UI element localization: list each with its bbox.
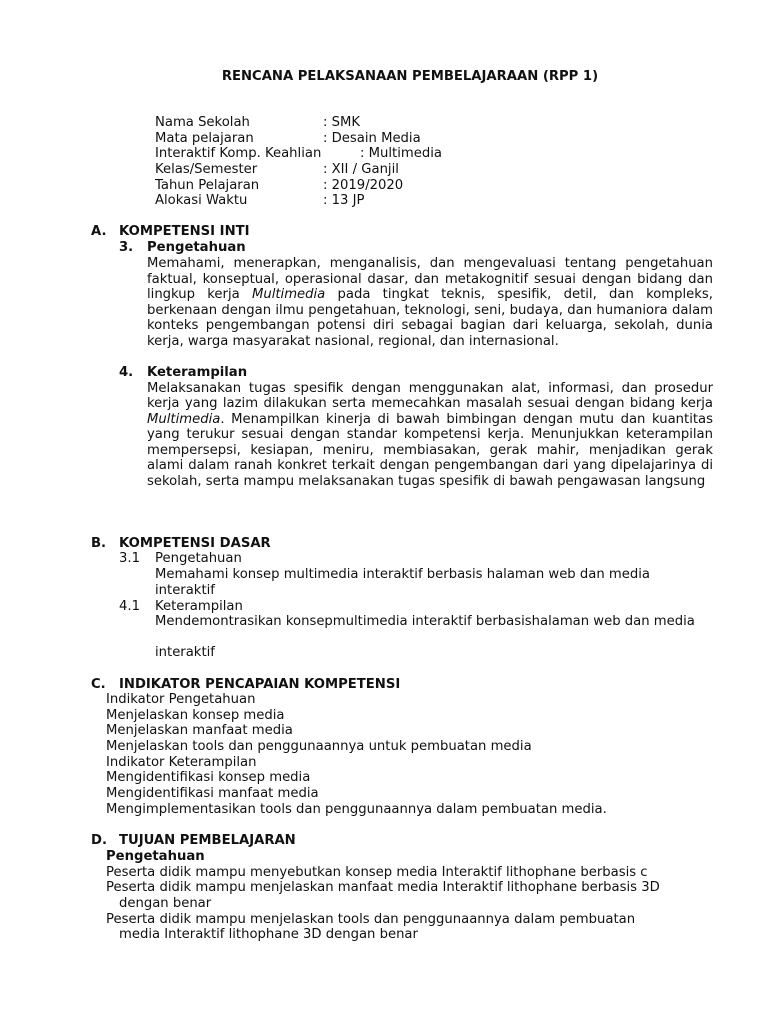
identity-label: Alokasi Waktu — [155, 193, 248, 208]
indicator-line: Menjelaskan konsep media — [106, 707, 285, 723]
identity-value: : 13 JP — [323, 193, 365, 208]
pengetahuan-text-1: Memahami, menerapkan, menganalisis, dan mengevaluasi tentang pengetahuan faktual, konseptual, operasional dasar, dan metakognitif sesuai dengan bidang dan lingkup kerja — [147, 256, 713, 303]
identity-value: : SMK — [323, 115, 361, 130]
kd2-text: Mendemontrasikan konsepmultimedia interaktif berbasishalaman web dan media — [155, 614, 695, 629]
kd2-title: Keterampilan — [155, 598, 243, 614]
keterampilan-text-2: . Menampilkan kinerja di bawah bimbingan dengan mutu dan kuantitas yang terukur sesuai dengan standar kompetensi kerja. Menunjukkan keterampilan mempersepsi, kesiapan, meniru, membiasakan, gerak mahir, menjadikan gerak alami dalam ranah konkret terkait dengan pengembangan dari yang dipelajarinya di sekolah, serta mampu melaksanakan tugas spesifik di bawah pengawasan langsung — [147, 411, 713, 490]
section-a-pengetahuan-title: Pengetahuan — [147, 240, 246, 255]
objective-line-continuation: media Interaktif lithophane 3D dengan benar — [119, 927, 418, 942]
section-a-pengetahuan-num: 3. — [119, 240, 134, 255]
pengetahuan-text-2: pada tingkat teknis, spesifik, detil, dan kompleks, berkenaan dengan ilmu pengetahuan, teknologi, seni, budaya, dan humaniora dalam konteks pengembangan potensi diri sebagai bagian dari keluarga, sekolah, dunia kerja, warga masyarakat nasional, regional, dan internasional. — [147, 287, 713, 349]
identity-label: Interaktif Komp. Keahlian — [155, 146, 322, 161]
section-b-heading: KOMPETENSI DASAR — [119, 535, 271, 551]
identity-value: : XII / Ganjil — [323, 162, 399, 177]
pengetahuan-emphasis: Multimedia — [251, 287, 326, 303]
section-a-keterampilan-title: Keterampilan — [147, 365, 248, 380]
objective-line: Peserta didik mampu menjelaskan tools dan penggunaannya dalam pembuatan — [106, 911, 636, 927]
kd2-number: 4.1 — [119, 598, 140, 614]
identity-label: Tahun Pelajaran — [155, 177, 260, 193]
pengetahuan-paragraph — [147, 256, 713, 350]
identity-value: : 2019/2020 — [323, 177, 404, 193]
indicator-line: Menjelaskan manfaat media — [106, 723, 293, 738]
indicator-line: Indikator Keterampilan — [106, 754, 257, 770]
section-d-subheading: Pengetahuan — [106, 848, 205, 864]
page-title: RENCANA PELAKSANAAN PEMBELAJARAAN (RPP 1) — [221, 69, 599, 84]
section-a-keterampilan-num: 4. — [119, 365, 134, 380]
keterampilan-emphasis: Multimedia — [147, 411, 221, 427]
kd1-title: Pengetahuan — [155, 551, 242, 566]
indicator-line: Indikator Pengetahuan — [106, 692, 256, 707]
indicator-line: Mengidentifikasi manfaat media — [106, 786, 319, 801]
indicator-line: Menjelaskan tools dan penggunaannya untuk pembuatan media — [106, 739, 532, 754]
objective-line-continuation: dengan benar — [119, 895, 212, 911]
kd2-text-continuation: interaktif — [155, 645, 215, 660]
identity-label: Nama Sekolah — [155, 115, 250, 130]
identity-value: : Multimedia — [360, 146, 442, 161]
kd1-number: 3.1 — [119, 551, 140, 566]
section-d-letter: D. — [91, 833, 107, 848]
keterampilan-paragraph — [147, 381, 713, 490]
objective-line: Peserta didik mampu menyebutkan konsep media Interaktif lithophane berbasis c — [106, 864, 648, 880]
section-a-heading: KOMPETENSI INTI — [119, 224, 250, 239]
section-c-heading: INDIKATOR PENCAPAIAN KOMPETENSI — [119, 676, 401, 692]
indicator-line: Mengidentifikasi konsep media — [106, 770, 311, 785]
section-a-letter: A. — [91, 224, 107, 239]
identity-label: Kelas/Semester — [155, 162, 258, 177]
indicator-line: Mengimplementasikan tools dan penggunaannya dalam pembuatan media. — [106, 801, 607, 817]
identity-label: Mata pelajaran — [155, 130, 254, 146]
kd1-text: Memahami konsep multimedia interaktif berbasis halaman web dan media interaktif — [155, 567, 650, 598]
section-b-letter: B. — [91, 535, 107, 551]
identity-value: : Desain Media — [323, 130, 421, 146]
objective-line: Peserta didik mampu menjelaskan manfaat media Interaktif lithophane berbasis 3D — [106, 880, 660, 895]
keterampilan-text-1: Melaksanakan tugas spesifik dengan menggunakan alat, informasi, dan prosedur kerja yang lazim dilakukan serta memecahkan masalah sesuai dengan bidang kerja — [147, 380, 713, 412]
section-c-letter: C. — [91, 676, 106, 692]
section-d-heading: TUJUAN PEMBELAJARAN — [119, 833, 296, 848]
